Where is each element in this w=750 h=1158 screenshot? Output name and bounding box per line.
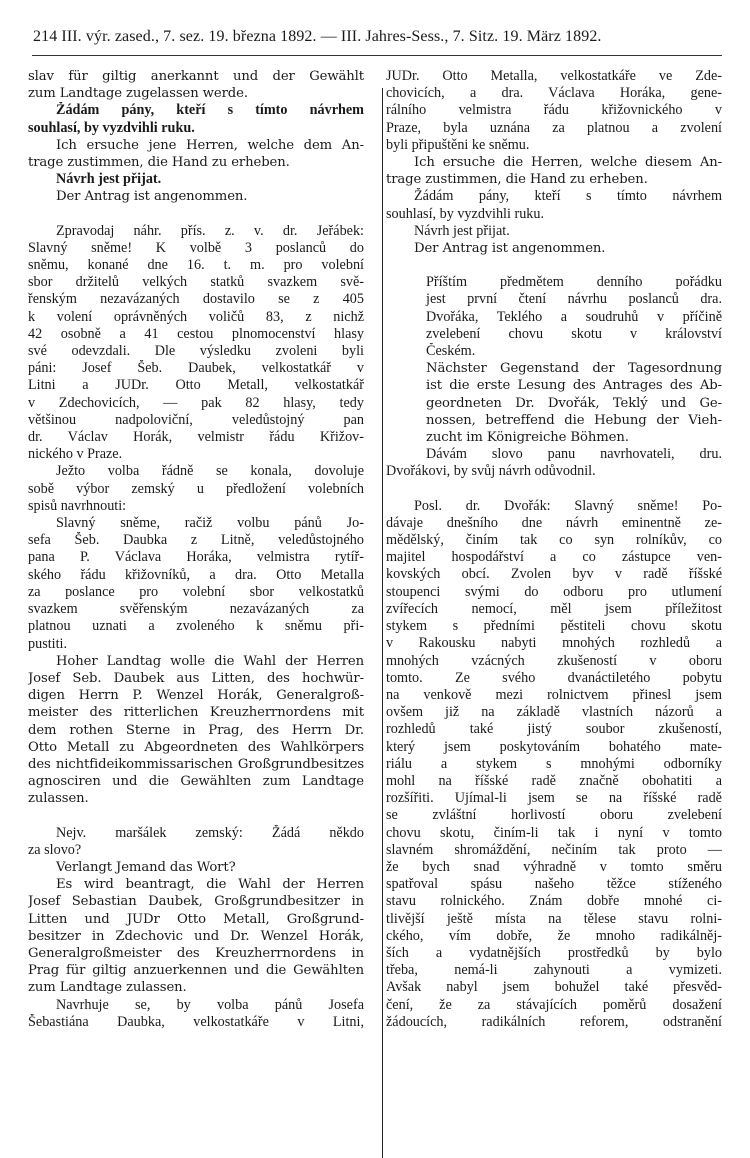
text-line: dr. Václav Horák, velmistr řádu Křižov- (28, 429, 364, 446)
text-line: pustiti. (28, 635, 68, 652)
text-line: Příštím předmětem denního pořádku (426, 274, 722, 291)
text-line: chovu skotu, činím-li tak i nyní v tomto (386, 824, 722, 841)
text-line: Josef Seb. Daubek aus Litten, des hochwür- (28, 670, 364, 686)
text-line: pana P. Václava Horáka, velmistra rytíř- (28, 549, 364, 566)
text-line: spisů navrhnouti: (28, 497, 127, 514)
left-column (28, 68, 364, 1031)
paragraph-gap (28, 808, 364, 825)
text-line: sefa Šeb. Daubka z Litně, veledůstojného (28, 532, 364, 549)
text-line: zum Landtage zugelassen werde. (28, 86, 248, 102)
text-line: slavném shromáždění, nečiním tak proto — (386, 841, 722, 858)
text-line: slav für giltig anerkannt und der Gewählt (28, 69, 364, 84)
text-line: souhlasí, by vyzdvihli ruku. (386, 205, 545, 222)
text-line: Der Antrag ist angenommen. (56, 189, 248, 205)
text-line: ších a vydatnějších prostředků by bylo (386, 944, 722, 961)
text-line: Praze, byla uznána za platnou a zvolení (386, 119, 722, 136)
column-divider (382, 88, 383, 1158)
text-line: sněmu, konané dne 16. t. m. pro volební (28, 257, 364, 274)
text-line: dávaje dnešního dne návrh eminentně ze- (386, 514, 722, 531)
text-line: digen Herrn P. Wenzel Horák, Generalgroß- (28, 688, 364, 704)
text-line: besitzer in Zdechovic und Dr. Wenzel Horák, (28, 928, 364, 944)
text-line: stavu rolnického. Znám dobře mnohé ci- (386, 893, 722, 910)
text-line: mohl na říšské radě značně obohatiti a (386, 772, 722, 789)
text-line: nossen, betreffend die Hebung der Vieh- (426, 412, 722, 428)
text-line: Prag für giltig anzuerkennen und die Gewählten (28, 963, 364, 979)
text-line: řenským nezavázaných dostavilo se z 405 (28, 291, 364, 308)
text-line: Žádám pány, kteří s tímto návrhem (414, 188, 722, 205)
text-line: tomto. Ze svého dvanáctiletého pobytu (386, 669, 722, 686)
text-line: majitel hospodářství a co zástupce ven- (386, 549, 722, 566)
text-line: za poslance pro volební sbor velkostatků (28, 583, 364, 600)
text-line: Josef Sebastian Daubek, Großgrundbesitzer in (28, 894, 364, 910)
text-line: Šebastiána Daubka, velkostatkáře v Litni, (28, 1013, 364, 1030)
text-line: Ich ersuche jene Herren, welche dem An- (56, 137, 364, 153)
text-line: ckého, vím dobře, že mnoho radikálněj- (386, 927, 722, 944)
text-line: Litni a JUDr. Otto Metall, velkostatkář (28, 377, 364, 394)
text-line: se zvláštní horlivostí oboru zvelebení (386, 807, 722, 824)
text-line: rálního velmistra řádu křižovnického v (386, 102, 722, 119)
text-line: Generalgroßmeister des Kreuzherrnordens in (28, 945, 364, 961)
text-line: byli připuštěni ke sněmu. (386, 136, 530, 153)
right-column (386, 68, 722, 1031)
text-line: Avšak nabyl jsem bohužel také přesvěd- (386, 979, 722, 996)
text-line: páni: Josef Šeb. Daubek, velkostatkář v (28, 360, 364, 377)
text-line: že bych snad výhradně v tomto směru (386, 858, 722, 875)
text-line: zucht im Königreiche Böhmen. (426, 430, 629, 446)
text-line: který jsem poskytováním bohatého mate- (386, 738, 722, 755)
text-line: Navrhuje se, by volba pánů Josefa (56, 996, 364, 1013)
text-line: žádoucích, radikálních reforem, odstranění (386, 1013, 722, 1030)
text-line: rozhledů také jistý soubor zkušeností, (386, 721, 722, 738)
text-line: riálu a stykem s mnohými odborníky (386, 755, 722, 772)
text-line: za slovo? (28, 841, 82, 858)
text-line: mnohých vzácných zkušeností v oboru (386, 652, 722, 669)
text-line: agnosciren und die Gewählten zum Landtage (28, 774, 364, 790)
text-line: Otto Metall zu Abgeordneten des Wahlkörpers (28, 739, 364, 755)
text-line: Slavný sněme! K volbě 3 poslanců do (28, 239, 364, 256)
text-line: Dávám slovo panu navrhovateli, dru. (426, 446, 722, 463)
text-line: třeba, nemá-li zahynouti a vymizeti. (386, 962, 722, 979)
text-line: des nichtfideikommissarischen Großgrundbesitzes (28, 756, 364, 772)
text-line: v Rakousku nabyti mnohých rozhledů a (386, 635, 722, 652)
text-line: zvelebení chovu skotu v království (426, 325, 722, 342)
text-line: platnou uznati a zvoleného k sněmu při- (28, 618, 364, 635)
text-line: Slavný sněme, račiž volbu pánů Jo- (56, 515, 364, 532)
text-line: 42 osobně a 41 cestou plnomocenství hlasy (28, 325, 364, 342)
paragraph-gap (28, 206, 364, 223)
text-line: Posl. dr. Dvořák: Slavný sněme! Po- (414, 497, 722, 514)
text-line: Der Antrag ist angenommen. (414, 241, 606, 257)
text-line: většinou nadpoloviční, veledůstojný pan (28, 411, 364, 428)
paragraph-gap (386, 257, 722, 274)
text-line: Návrh jest přijat. (414, 222, 510, 239)
text-line: nického v Praze. (28, 446, 123, 463)
text-line: rozšířiti. Ujímal-li jsem se na říšské radě (386, 790, 722, 807)
text-line: kovských obcí. Zvolen byv v radě říšské (386, 566, 722, 583)
text-line: sobě výbor zemský u předložení volebních (28, 480, 364, 497)
text-line: na venkově mezi rolnictvem přinesl jsem (386, 686, 722, 703)
text-line: Nächster Gegenstand der Tagesordnung (426, 361, 722, 377)
text-line: Dvořáka, Teklého a soudruhů v příčině (426, 308, 722, 325)
text-line: zulassen. (28, 791, 89, 807)
text-line: Žádám pány, kteří s tímto návrhem (56, 102, 364, 119)
text-line: meister des ritterlichen Kreuzherrnordens mit (28, 705, 364, 721)
text-line: k volení oprávněných voličů 83, z nichž (28, 308, 364, 325)
page-header: 214 III. výr. zased., 7. sez. 19. března 1892. — III. Jahres-Sess., 7. Sitz. 19. März 1892. (33, 28, 602, 45)
text-line: Českém. (426, 343, 476, 360)
text-line: v Zdechovicích, — pak 82 hlasy, tedy (28, 394, 364, 411)
text-line: své odevzdali. Dle výsledku zvoleni byli (28, 343, 364, 360)
text-line: dem rothen Sterne in Prag, des Herrn Dr. (28, 722, 364, 738)
text-line: sbor držitelů velkých statků svazkem svě- (28, 274, 364, 291)
text-line: jest první čtení návrhu poslanců dra. (426, 291, 722, 308)
text-line: Nejv. maršálek zemský: Žádá někdo (56, 824, 364, 841)
text-line: stoupenci svými do odboru pro utlumení (386, 583, 722, 600)
text-line: Hoher Landtag wolle die Wahl der Herren (56, 653, 364, 669)
text-line: Litten und JUDr Otto Metall, Großgrund- (28, 911, 364, 927)
text-line: Verlangt Jemand das Wort? (56, 859, 236, 875)
text-line: spatřoval spásu našeho těžce stíženého (386, 876, 722, 893)
text-line: svazkem svěřenským nezavázaných za (28, 601, 364, 618)
text-line: Návrh jest přijat. (56, 171, 162, 188)
text-line: zum Landtage zulassen. (28, 980, 187, 996)
text-line: zvířecích nemocí, měl jsem příležitost (386, 600, 722, 617)
text-line: Ich ersuche die Herren, welche diesem An- (414, 155, 722, 171)
text-line: trage zustimmen, die Hand zu erheben. (28, 155, 290, 171)
text-line: ist die erste Lesung des Antrages des Ab- (426, 378, 722, 394)
text-line: tlivější ještě místa na tělese stavu rolni- (386, 910, 722, 927)
text-line: mědělský, činím tak co syn rolníkův, co (386, 532, 722, 549)
text-line: souhlasí, by vyzdvihli ruku. (28, 119, 195, 136)
text-line: ského řádu křižovníků, a dra. Otto Metalla (28, 566, 364, 583)
text-line: geordneten Dr. Dvořák, Teklý und Ge- (426, 395, 722, 411)
header-rule (32, 55, 722, 56)
text-line: stykem s předními pěstiteli chovu skotu (386, 618, 722, 635)
text-line: trage zustimmen, die Hand zu erheben. (386, 172, 648, 188)
text-line: Zpravodaj náhr. přís. z. v. dr. Jeřábek: (56, 222, 364, 239)
text-line: chovicích, a dra. Václava Horáka, gene- (386, 85, 722, 102)
text-line: Es wird beantragt, die Wahl der Herren (56, 877, 364, 893)
text-line: Ježto volba řádně se konala, dovoluje (56, 463, 364, 480)
text-line: JUDr. Otto Metalla, velkostatkáře ve Zde- (386, 68, 722, 84)
paragraph-gap (386, 481, 722, 498)
text-line: čení, že za stávajících poměrů dosažení (386, 996, 722, 1013)
text-line: ovšem již na základě vlastních názorů a (386, 704, 722, 721)
text-line: Dvořákovi, by svůj návrh odůvodnil. (386, 463, 596, 480)
